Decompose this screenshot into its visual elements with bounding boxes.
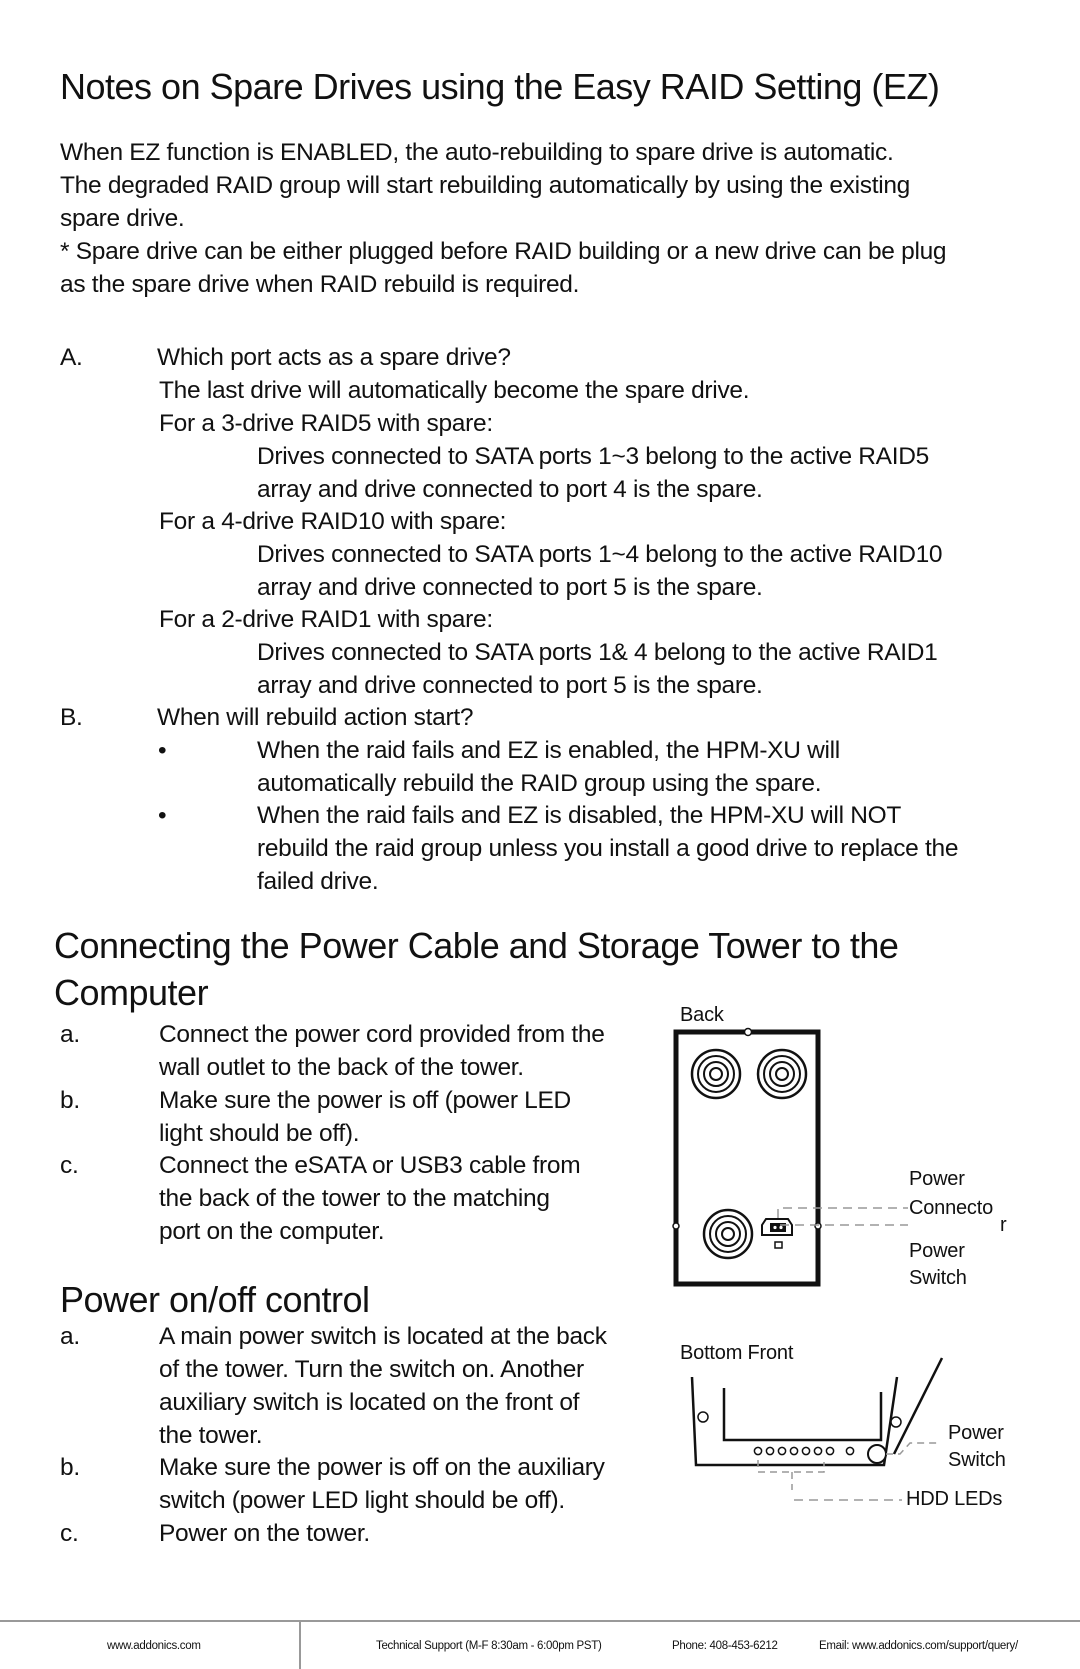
front-power-switch-label: Switch	[948, 1449, 1006, 1471]
footer-website: www.addonics.com	[107, 1640, 201, 1652]
connect-section-title: Computer	[54, 972, 209, 1013]
item-label-a: A.	[60, 344, 83, 371]
front-power-switch-label: Power	[948, 1422, 1004, 1444]
front-hdd-leds-label: HDD LEDs	[906, 1488, 1003, 1510]
intro-line: The degraded RAID group will start rebuilding automatically by using the existing	[60, 172, 910, 199]
power-connector-icon	[762, 1219, 792, 1235]
power-line: Make sure the power is off on the auxiliary	[159, 1454, 605, 1481]
bullet-marker: •	[158, 737, 167, 764]
raid5-line: Drives connected to SATA ports 1~3 belong to the active RAID5	[257, 443, 929, 470]
back-power-connector-label: r	[1000, 1214, 1007, 1236]
connect-line: Connect the eSATA or USB3 cable from	[159, 1152, 581, 1179]
connect-label-a: a.	[60, 1021, 80, 1048]
footer-email: Email: www.addonics.com/support/query/	[819, 1640, 1018, 1652]
raid1-line: Drives connected to SATA ports 1& 4 belong to the active RAID1	[257, 639, 938, 666]
bullet-line: rebuild the raid group unless you install a good drive to replace the	[257, 835, 959, 862]
ez-intro	[60, 136, 946, 301]
power-section-title: Power on/off control	[60, 1279, 370, 1320]
footer-phone: Phone: 408-453-6212	[672, 1640, 778, 1652]
connect-section-title: Connecting the Power Cable and Storage Tower to the	[54, 925, 899, 966]
back-power-connector-label: Power	[909, 1168, 965, 1190]
back-power-connector-label: Connecto	[909, 1197, 994, 1219]
raid10-line: array and drive connected to port 5 is the spare.	[257, 574, 763, 601]
screw-icon	[745, 1029, 752, 1036]
ez-section-title: Notes on Spare Drives using the Easy RAID Setting (EZ)	[60, 66, 940, 107]
tower-edge-line	[894, 1358, 942, 1454]
power-line: the tower.	[159, 1422, 263, 1449]
screw-icon	[673, 1223, 679, 1229]
bullet-line: automatically rebuild the RAID group using the spare.	[257, 770, 822, 797]
raid10-line: Drives connected to SATA ports 1~4 belong to the active RAID10	[257, 541, 943, 568]
front-diagram-title: Bottom Front	[680, 1342, 794, 1364]
bullet-line: failed drive.	[257, 868, 379, 895]
screw-icon	[891, 1417, 901, 1427]
power-label-b: b.	[60, 1454, 80, 1481]
item-label-b: B.	[60, 704, 83, 731]
power-line: of the tower. Turn the switch on. Another	[159, 1356, 584, 1383]
connect-label-c: c.	[60, 1152, 79, 1179]
raid10-heading: For a 4-drive RAID10 with spare:	[159, 508, 507, 535]
connect-line: port on the computer.	[159, 1218, 385, 1245]
power-switch-icon	[775, 1242, 782, 1248]
back-power-switch-label: Switch	[909, 1267, 967, 1289]
power-label-a: a.	[60, 1323, 80, 1350]
power-line: switch (power LED light should be off).	[159, 1487, 565, 1514]
footer-rule	[0, 1620, 1080, 1622]
bullet-line: When the raid fails and EZ is disabled, the HPM-XU will NOT	[257, 802, 902, 829]
bullet-line: When the raid fails and EZ is enabled, the HPM-XU will	[257, 737, 840, 764]
connect-line: Connect the power cord provided from the	[159, 1021, 605, 1048]
screw-icon	[815, 1223, 821, 1229]
connect-line: the back of the tower to the matching	[159, 1185, 550, 1212]
raid5-heading: For a 3-drive RAID5 with spare:	[159, 410, 493, 437]
tower-back-diagram	[660, 1020, 1080, 1300]
power-line: Power on the tower.	[159, 1520, 370, 1547]
intro-line: spare drive.	[60, 205, 185, 232]
question-a: Which port acts as a spare drive?	[157, 344, 511, 371]
connect-line: light should be off).	[159, 1120, 360, 1147]
back-power-switch-label: Power	[909, 1240, 965, 1262]
raid1-heading: For a 2-drive RAID1 with spare:	[159, 606, 493, 633]
footer-support: Technical Support (M-F 8:30am - 6:00pm PST)	[376, 1640, 602, 1652]
intro-line: * Spare drive can be either plugged before RAID building or a new drive can be plug	[60, 238, 947, 265]
power-label-c: c.	[60, 1520, 79, 1547]
bullet-marker: •	[158, 802, 167, 829]
screw-icon	[698, 1412, 708, 1422]
power-led-icon	[846, 1447, 853, 1454]
footer-divider	[299, 1620, 301, 1669]
tower-front-diagram	[660, 1350, 1080, 1520]
answer-a: The last drive will automatically become the spare drive.	[159, 377, 750, 404]
raid1-line: array and drive connected to port 5 is the spare.	[257, 672, 763, 699]
hdd-led-icon	[754, 1447, 833, 1454]
raid5-line: array and drive connected to port 4 is the spare.	[257, 476, 763, 503]
power-button-icon	[868, 1445, 886, 1463]
connect-line: wall outlet to the back of the tower.	[159, 1054, 524, 1081]
connect-label-b: b.	[60, 1087, 80, 1114]
power-line: auxiliary switch is located on the front of	[159, 1389, 580, 1416]
tower-back-outline	[676, 1032, 818, 1284]
connect-line: Make sure the power is off (power LED	[159, 1087, 571, 1114]
back-diagram-title: Back	[680, 1004, 724, 1026]
question-b: When will rebuild action start?	[157, 704, 474, 731]
intro-line: When EZ function is ENABLED, the auto-rebuilding to spare drive is automatic.	[60, 139, 894, 166]
power-line: A main power switch is located at the back	[159, 1323, 607, 1350]
intro-line: as the spare drive when RAID rebuild is required.	[60, 271, 580, 298]
